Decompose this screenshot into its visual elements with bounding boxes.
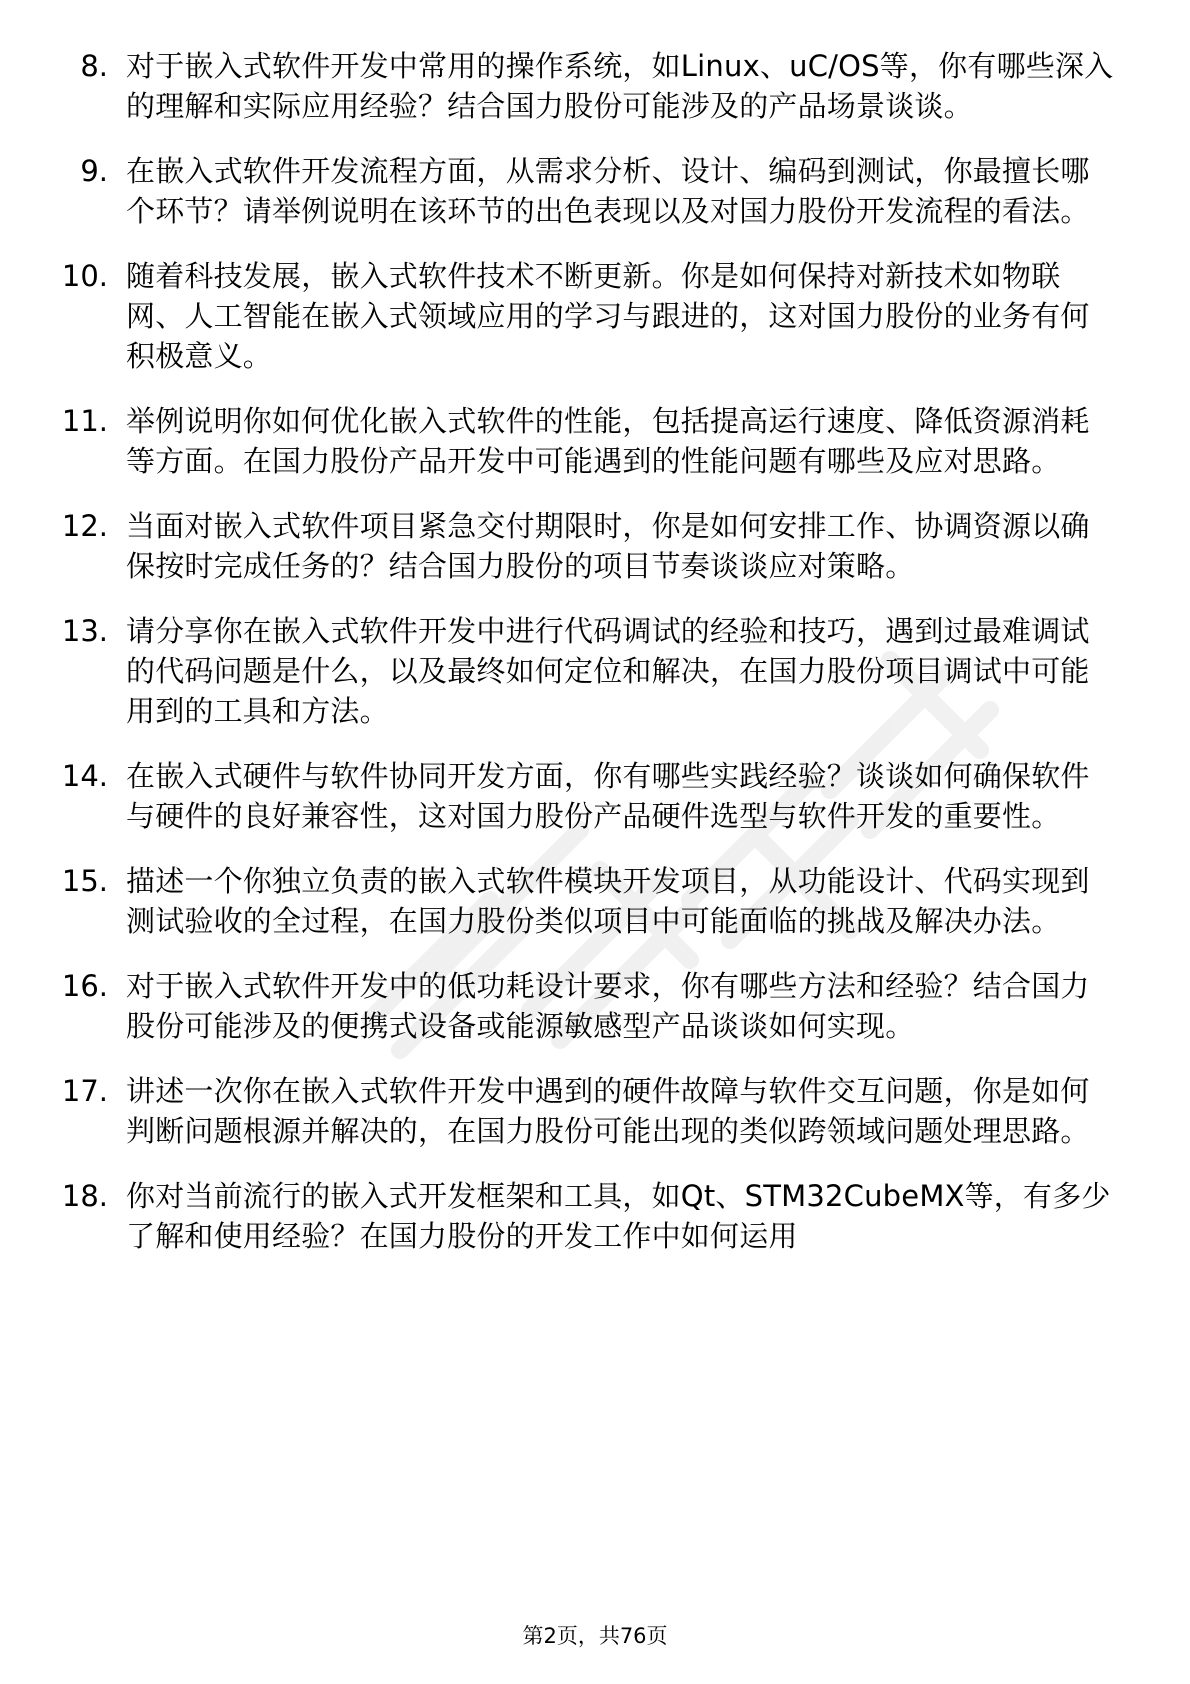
question-text: 在嵌入式软件开发流程方面，从需求分析、设计、编码到测试，你最擅长哪个环节？请举例说明在该环节的出色表现以及对国力股份开发流程的看法。 xyxy=(126,154,1090,228)
question-item-14 xyxy=(0,756,1190,836)
question-number: 13. xyxy=(61,614,108,648)
question-item-13 xyxy=(0,611,1190,731)
question-number: 16. xyxy=(61,969,108,1003)
question-item-16 xyxy=(0,966,1190,1046)
question-number: 14. xyxy=(61,759,108,793)
question-item-12 xyxy=(0,506,1190,586)
page-indicator: 第2页，共76页 xyxy=(522,1624,668,1648)
question-item-10 xyxy=(0,256,1190,376)
question-item-17 xyxy=(0,1071,1190,1151)
question-number: 8. xyxy=(80,49,108,83)
question-number: 11. xyxy=(61,404,108,438)
question-number: 18. xyxy=(61,1179,108,1213)
question-text: 当面对嵌入式软件项目紧急交付期限时，你是如何安排工作、协调资源以确保按时完成任务的？结合国力股份的项目节奏谈谈应对策略。 xyxy=(126,509,1090,583)
question-text: 随着科技发展，嵌入式软件技术不断更新。你是如何保持对新技术如物联网、人工智能在嵌入式领域应用的学习与跟进的，这对国力股份的业务有何积极意义。 xyxy=(126,259,1090,373)
question-item-15 xyxy=(0,861,1190,941)
question-text: 讲述一次你在嵌入式软件开发中遇到的硬件故障与软件交互问题，你是如何判断问题根源并解决的，在国力股份可能出现的类似跨领域问题处理思路。 xyxy=(126,1074,1090,1148)
question-text: 举例说明你如何优化嵌入式软件的性能，包括提高运行速度、降低资源消耗等方面。在国力股份产品开发中可能遇到的性能问题有哪些及应对思路。 xyxy=(126,404,1090,478)
question-item-11 xyxy=(0,401,1190,481)
question-text: 请分享你在嵌入式软件开发中进行代码调试的经验和技巧，遇到过最难调试的代码问题是什么，以及最终如何定位和解决，在国力股份项目调试中可能用到的工具和方法。 xyxy=(126,614,1090,728)
question-text: 对于嵌入式软件开发中的低功耗设计要求，你有哪些方法和经验？结合国力股份可能涉及的便携式设备或能源敏感型产品谈谈如何实现。 xyxy=(126,969,1090,1043)
question-item-18 xyxy=(0,1176,1190,1256)
question-text: 描述一个你独立负责的嵌入式软件模块开发项目，从功能设计、代码实现到测试验收的全过程，在国力股份类似项目中可能面临的挑战及解决办法。 xyxy=(126,864,1090,938)
question-text: 在嵌入式硬件与软件协同开发方面，你有哪些实践经验？谈谈如何确保软件与硬件的良好兼容性，这对国力股份产品硬件选型与软件开发的重要性。 xyxy=(126,759,1090,833)
question-number: 9. xyxy=(80,154,108,188)
question-number: 15. xyxy=(61,864,108,898)
question-item-9 xyxy=(0,151,1190,231)
question-item-8 xyxy=(0,46,1190,126)
question-list xyxy=(0,46,1190,1281)
question-text: 对于嵌入式软件开发中常用的操作系统，如Linux、uC/OS等，你有哪些深入的理解和实际应用经验？结合国力股份可能涉及的产品场景谈谈。 xyxy=(126,49,1114,123)
question-number: 12. xyxy=(61,509,108,543)
question-number: 10. xyxy=(61,259,108,293)
question-text: 你对当前流行的嵌入式开发框架和工具，如Qt、STM32CubeMX等，有多少了解和使用经验？在国力股份的开发工作中如何运用 xyxy=(126,1179,1111,1253)
question-number: 17. xyxy=(61,1074,108,1108)
